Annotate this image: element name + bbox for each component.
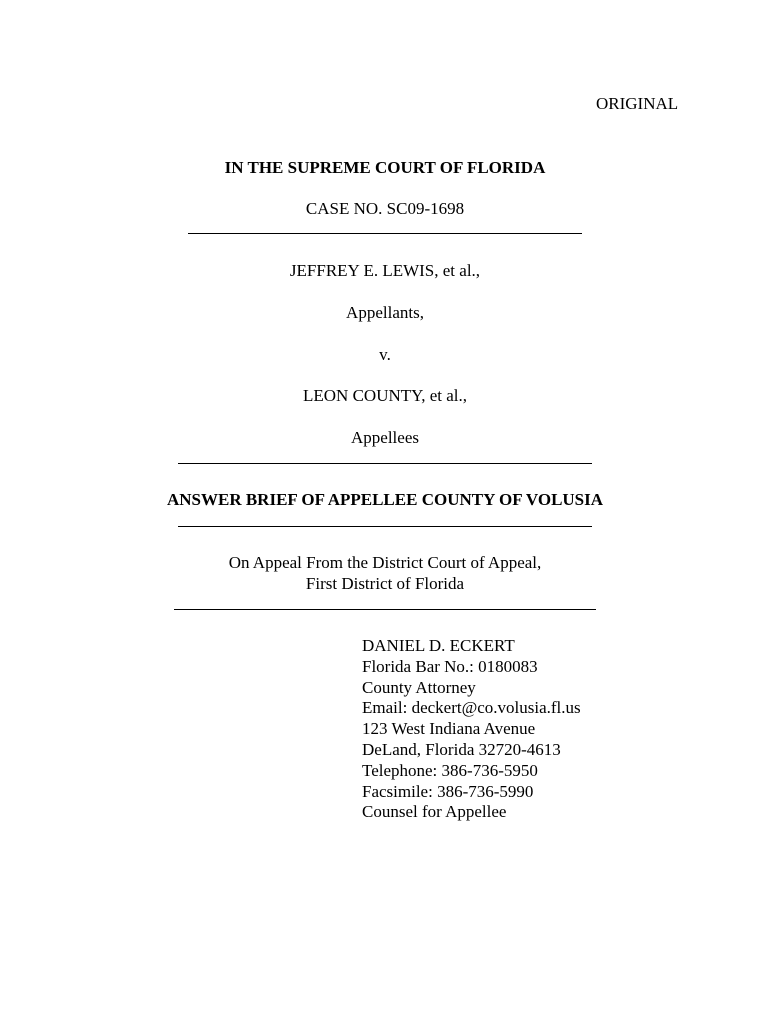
appeal-info-line2: First District of Florida xyxy=(305,574,465,593)
counsel-telephone: Telephone: 386-736-5950 xyxy=(362,760,538,780)
counsel-signature-block xyxy=(362,636,581,823)
counsel-city: DeLand, Florida 32720-4613 xyxy=(362,739,561,759)
separator-rule-1 xyxy=(188,233,582,234)
counsel-email: Email: deckert@co.volusia.fl.us xyxy=(362,698,581,718)
case-number: CASE NO. SC09-1698 xyxy=(305,199,465,218)
court-heading: IN THE SUPREME COURT OF FLORIDA xyxy=(224,158,546,177)
counsel-name: DANIEL D. ECKERT xyxy=(362,636,515,655)
counsel-role: Counsel for Appellee xyxy=(362,802,507,822)
counsel-bar-number: Florida Bar No.: 0180083 xyxy=(362,656,538,676)
counsel-street: 123 West Indiana Avenue xyxy=(362,719,536,739)
counsel-title: County Attorney xyxy=(362,677,476,697)
appellees-role: Appellees xyxy=(351,428,419,447)
appellees-name: LEON COUNTY, et al., xyxy=(303,386,467,405)
appeal-info-line1: On Appeal From the District Court of Appeal, xyxy=(228,553,542,572)
brief-title: ANSWER BRIEF OF APPELLEE COUNTY OF VOLUSIA xyxy=(166,490,604,509)
appellants-name: JEFFREY E. LEWIS, et al., xyxy=(289,261,481,280)
appellants-role: Appellants, xyxy=(346,303,424,322)
counsel-facsimile: Facsimile: 386-736-5990 xyxy=(362,781,534,801)
separator-rule-2 xyxy=(178,463,592,464)
separator-rule-4 xyxy=(174,609,596,610)
versus: v. xyxy=(379,345,391,364)
separator-rule-3 xyxy=(178,526,592,527)
original-mark: ORIGINAL xyxy=(596,94,679,113)
